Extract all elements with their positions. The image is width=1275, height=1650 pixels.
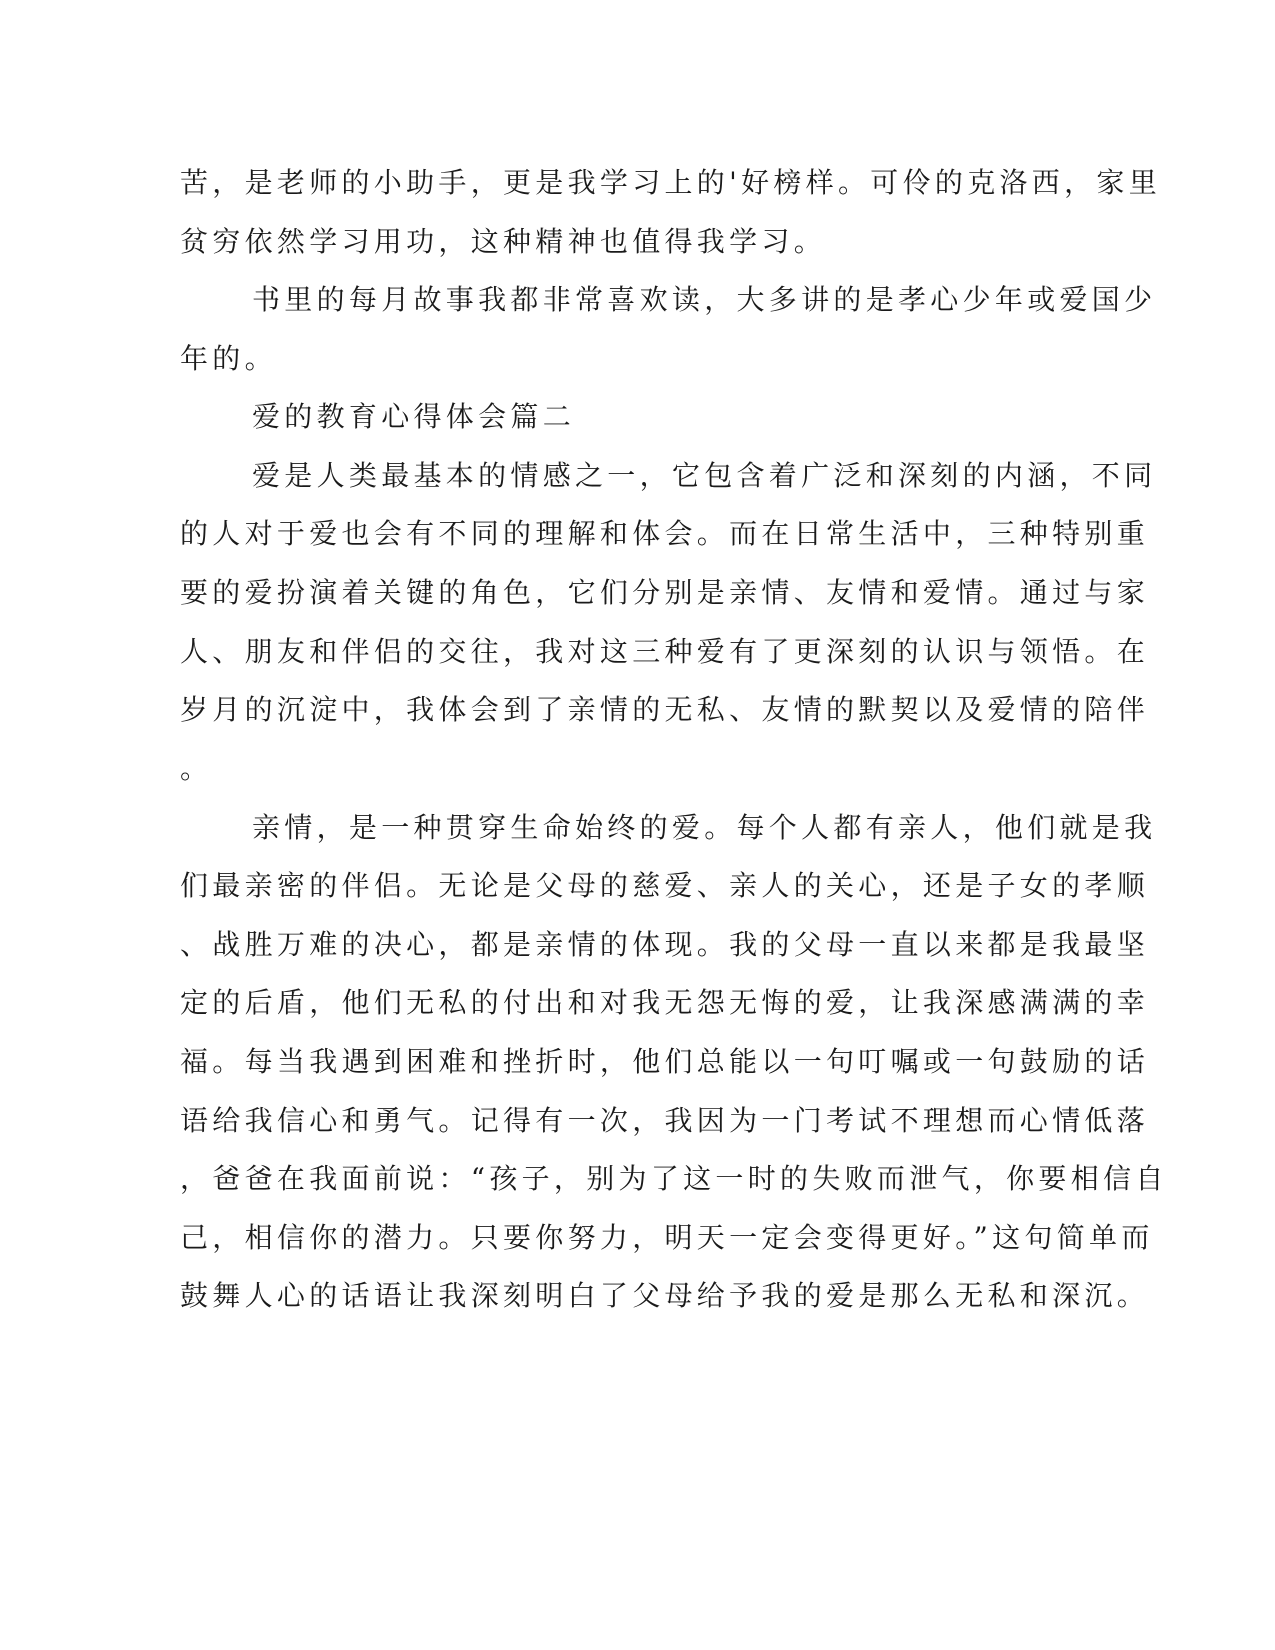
text-line: 岁月的沉淀中，我体会到了亲情的无私、友情的默契以及爱情的陪伴 (180, 693, 1150, 726)
text-line: 、战胜万难的决心，都是亲情的体现。我的父母一直以来都是我最坚 (180, 928, 1150, 961)
text-line: 的人对于爱也会有不同的理解和体会。而在日常生活中，三种特别重 (180, 517, 1150, 550)
text-line: 福。每当我遇到困难和挫折时，他们总能以一句叮嘱或一句鼓励的话 (180, 1045, 1150, 1078)
section-heading: 爱的教育心得体会篇二 (252, 400, 576, 433)
text-line: 。 (180, 752, 213, 785)
text-line: 定的后盾，他们无私的付出和对我无怨无悔的爱，让我深感满满的幸 (180, 986, 1150, 1019)
text-line: 己，相信你的潜力。只要你努力，明天一定会变得更好。”这句简单而 (180, 1221, 1154, 1254)
text-line: 鼓舞人心的话语让我深刻明白了父母给予我的爱是那么无私和深沉。 (180, 1279, 1150, 1312)
text-line: 人、朋友和伴侣的交往，我对这三种爱有了更深刻的认识与领悟。在 (180, 635, 1150, 668)
paragraph-start-line: 书里的每月故事我都非常喜欢读，大多讲的是孝心少年或爱国少 (252, 283, 1157, 316)
text-line: 年的。 (180, 342, 277, 375)
paragraph-start-line: 亲情，是一种贯穿生命始终的爱。每个人都有亲人，他们就是我 (252, 811, 1157, 844)
text-line: 苦，是老师的小助手，更是我学习上的'好榜样。可伶的克洛西，家里 (180, 166, 1162, 199)
text-line: 们最亲密的伴侣。无论是父母的慈爱、亲人的关心，还是子女的孝顺 (180, 869, 1150, 902)
text-line: 语给我信心和勇气。记得有一次，我因为一门考试不理想而心情低落 (180, 1104, 1150, 1137)
paragraph-start-line: 爱是人类最基本的情感之一，它包含着广泛和深刻的内涵，不同 (252, 459, 1157, 492)
text-line: 要的爱扮演着关键的角色，它们分别是亲情、友情和爱情。通过与家 (180, 576, 1150, 609)
text-line: 贫穷依然学习用功，这种精神也值得我学习。 (180, 225, 827, 258)
text-line: ，爸爸在我面前说：“孩子，别为了这一时的失败而泄气，你要相信自 (180, 1162, 1168, 1195)
